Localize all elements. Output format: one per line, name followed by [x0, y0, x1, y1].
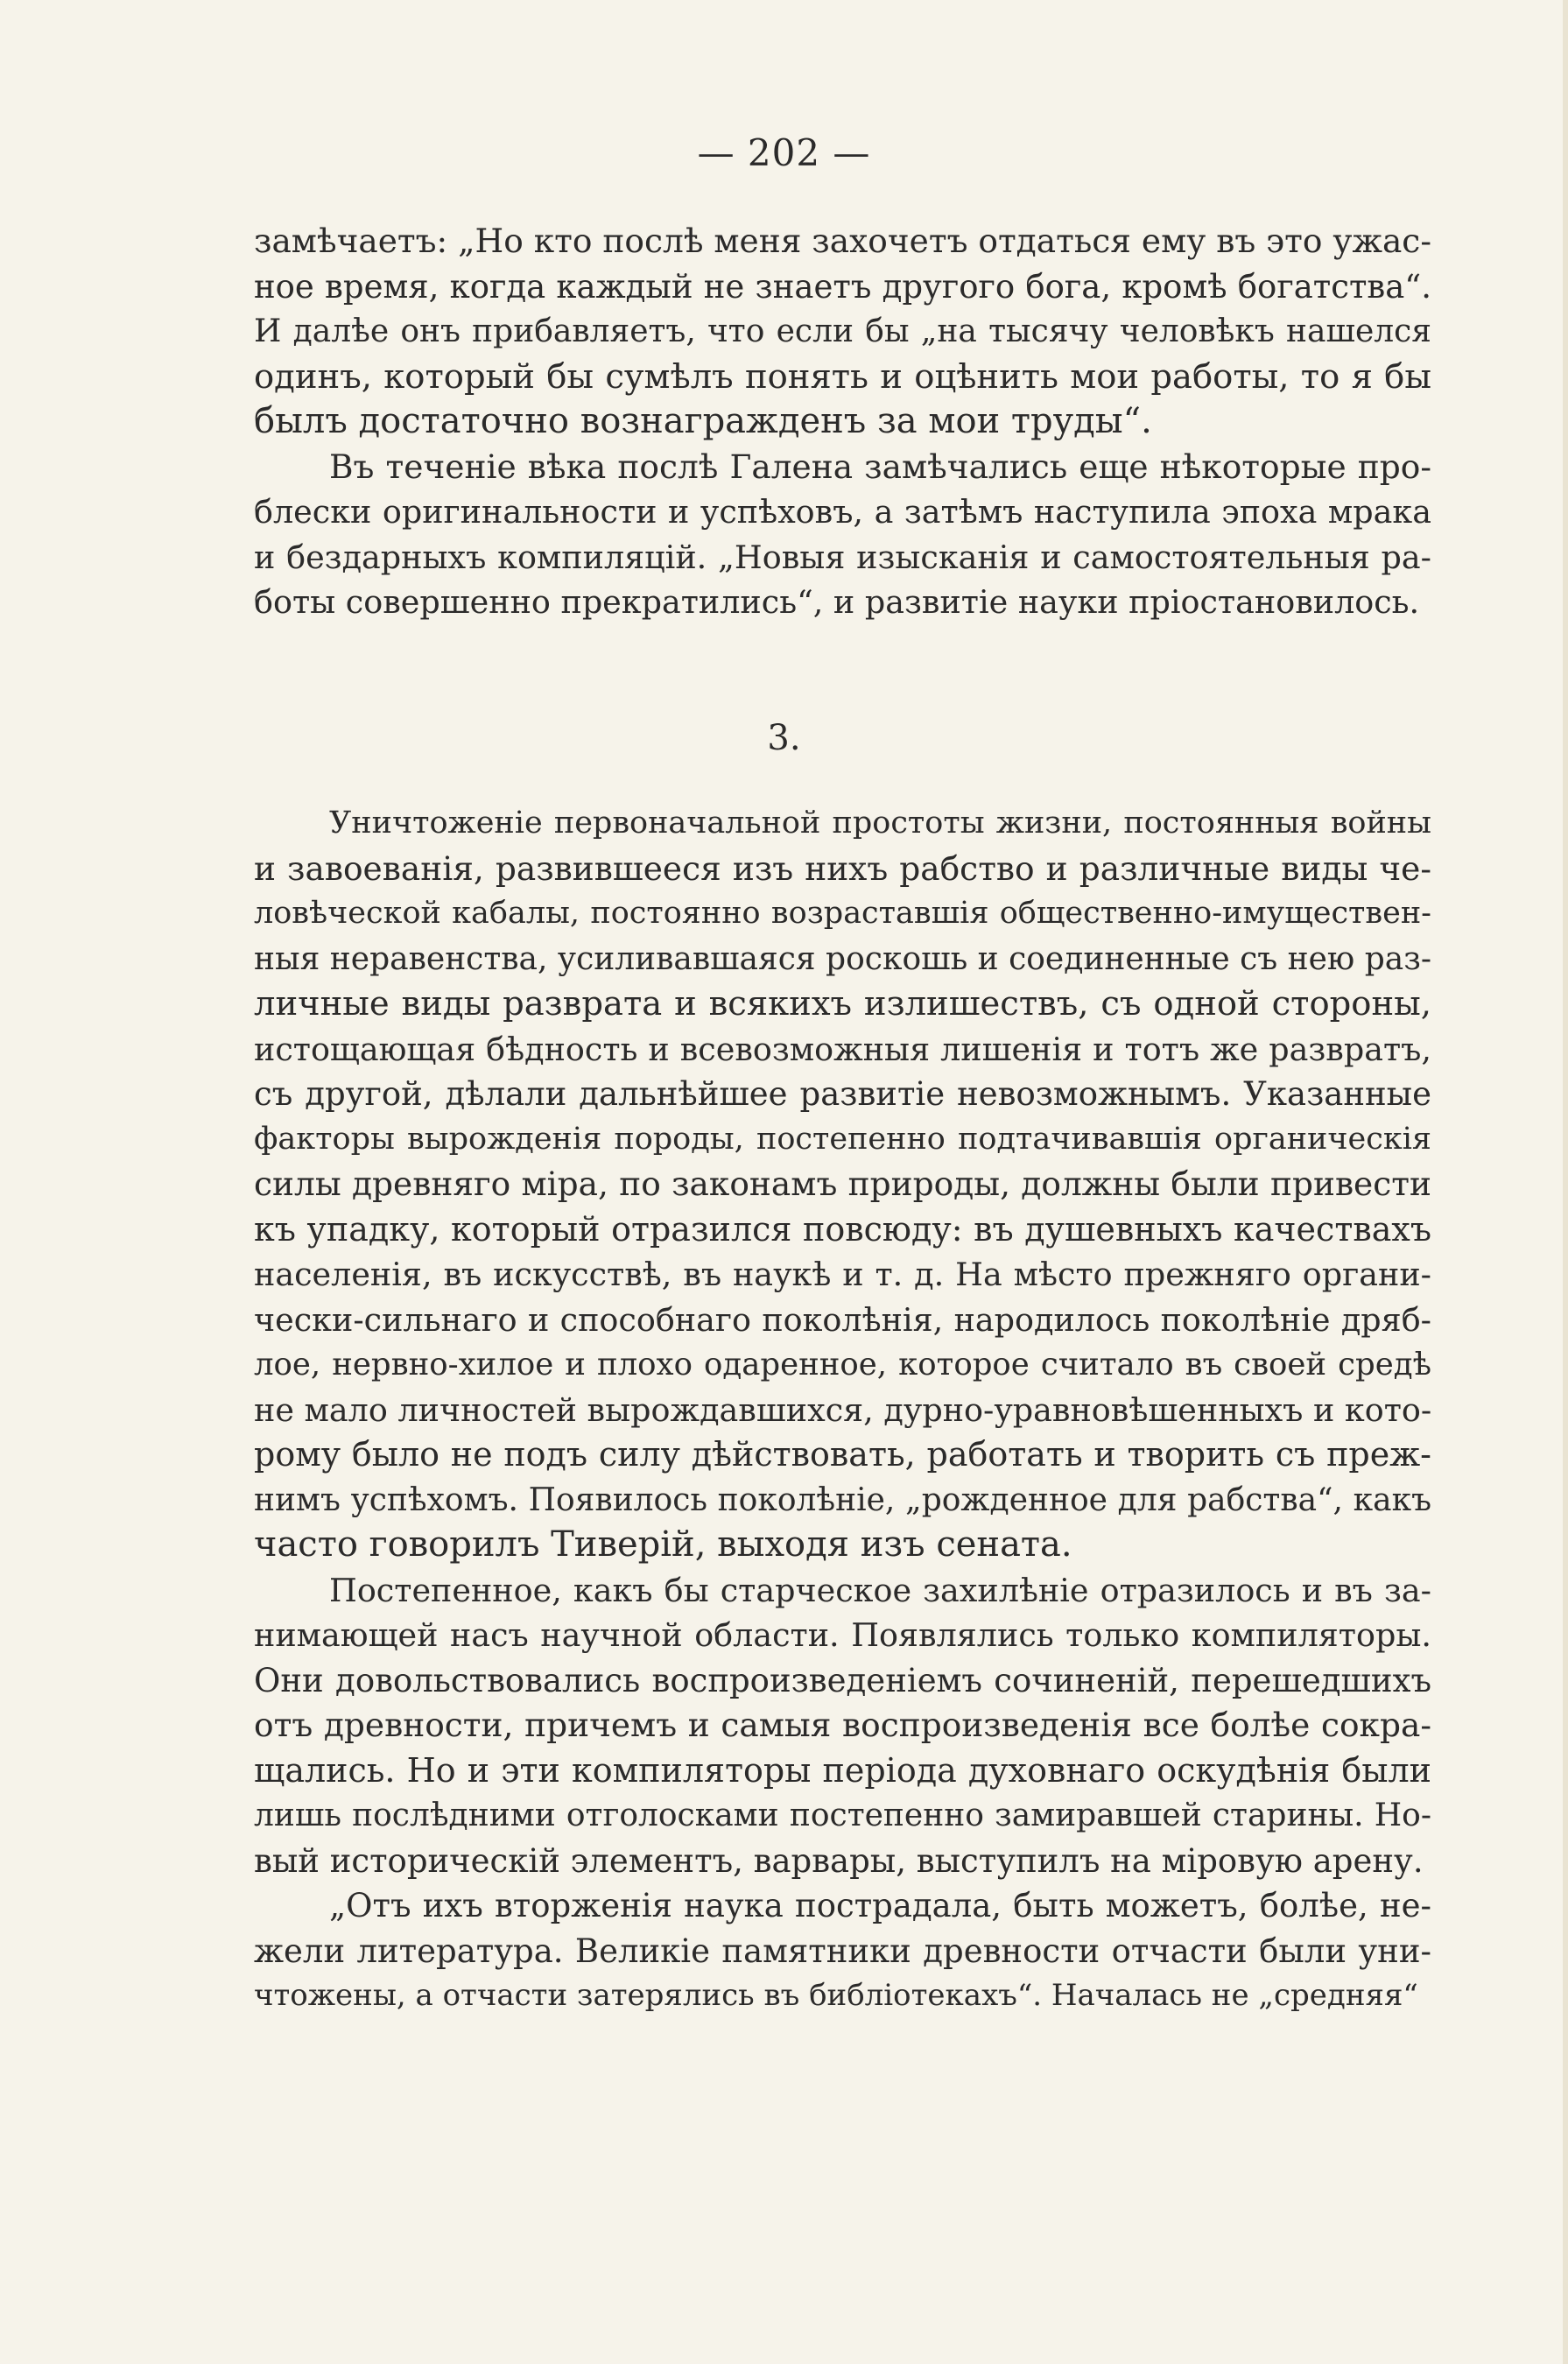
text-line: рому было не подъ силу дѣйствовать, работать и творить съ преж-: [254, 1435, 1431, 1474]
text-line: былъ достаточно вознагражденъ за мои труды“.: [254, 401, 1152, 441]
text-line: ныя неравенства, усиливавшаяся роскошь и соединенные съ нею раз-: [254, 940, 1431, 977]
text-line: ное время, когда каждый не знаетъ другого бога, кромѣ богатства“.: [254, 267, 1431, 306]
text-line: боты совершенно прекратились“, и развитіе науки пріостановилось.: [254, 583, 1420, 621]
text-block-lower: [254, 801, 1431, 2019]
paragraph: [254, 445, 1431, 625]
text-line: чтожены, а отчасти затерялись въ библіотекахъ“. Началась не „средняя“: [254, 1978, 1418, 2013]
text-line: одинъ, который бы сумѣлъ понять и оцѣнить мои работы, то я бы: [254, 356, 1431, 397]
text-line: вый историческій элементъ, варвары, выступилъ на міровую арену.: [254, 1841, 1424, 1880]
text-line: населенія, въ искусствѣ, въ наукѣ и т. д. На мѣсто прежняго органи-: [254, 1256, 1431, 1293]
text-line: лишь послѣдними отголосками постепенно замиравшей старины. Но-: [254, 1798, 1431, 1833]
text-line: Уничтоженіе первоначальной простоты жизни, постоянныя войны: [329, 806, 1431, 841]
text-line: личные виды разврата и всякихъ излишествъ, съ одной стороны,: [254, 984, 1431, 1024]
text-line: чески-сильнаго и способнаго поколѣнія, народилось поколѣніе дряб-: [254, 1300, 1431, 1339]
text-line: часто говорилъ Тиверій, выходя изъ сената.: [254, 1524, 1072, 1565]
text-line: и завоеванія, развившееся изъ нихъ рабство и различные виды че-: [254, 848, 1431, 888]
paragraph: [254, 219, 1431, 445]
text-line: ловѣческой кабалы, постоянно возраставшія общественно-имуществен-: [254, 896, 1431, 931]
text-line: И далѣе онъ прибавляетъ, что если бы „на тысячу человѣкъ нашелся: [254, 313, 1431, 349]
paragraph: [254, 1568, 1431, 1884]
text-line: щались. Но и эти компиляторы періода духовнаго оскудѣнія были: [254, 1750, 1431, 1790]
text-line: нимъ успѣхомъ. Появилось поколѣніе, „рожденное для рабства“, какъ: [254, 1481, 1431, 1518]
text-line: жели литература. Великіе памятники древности отчасти были уни-: [254, 1931, 1431, 1970]
text-line: къ упадку, который отразился повсюду: въ душевныхъ качествахъ: [254, 1209, 1431, 1249]
page-edge: [1563, 0, 1568, 2364]
text-line: отъ древности, причемъ и самыя воспроизведенія все болѣе сокра-: [254, 1706, 1431, 1744]
section-number: 3.: [767, 718, 801, 758]
text-line: факторы вырожденія породы, постепенно подтачивавшія органическія: [254, 1121, 1431, 1157]
text-line: нимающей насъ научной области. Появлялись только компиляторы.: [254, 1616, 1431, 1654]
text-line: блески оригинальности и успѣховъ, а затѣмъ наступила эпоха мрака: [254, 493, 1431, 531]
text-line: замѣчаетъ: „Но кто послѣ меня захочетъ отдаться ему въ это ужас-: [254, 222, 1431, 260]
text-line: Въ теченіе вѣка послѣ Галена замѣчались еще нѣкоторые про-: [329, 447, 1431, 486]
paragraph: [254, 801, 1431, 1568]
text-line: и бездарныхъ компиляцій. „Новыя изысканія и самостоятельныя ра-: [254, 538, 1431, 576]
text-line: истощающая бѣдность и всевозможныя лишенія и тотъ же развратъ,: [254, 1030, 1431, 1068]
paragraph: [254, 1883, 1431, 2019]
text-line: силы древняго міра, по законамъ природы, должны были привести: [254, 1164, 1431, 1203]
page-number: — 202 —: [697, 131, 871, 174]
text-line: „Отъ ихъ вторженія наука пострадала, быть можетъ, болѣе, не-: [329, 1887, 1431, 1924]
text-line: Они довольствовались воспроизведеніемъ сочиненій, перешедшихъ: [254, 1661, 1431, 1699]
text-line: съ другой, дѣлали дальнѣйшее развитіе невозможнымъ. Указанные: [254, 1075, 1431, 1113]
text-line: лое, нервно-хилое и плохо одаренное, которое считало въ своей средѣ: [254, 1347, 1431, 1383]
text-block-upper: [254, 219, 1431, 625]
text-line: Постепенное, какъ бы старческое захилѣніе отразилось и въ за-: [329, 1571, 1431, 1609]
text-line: не мало личностей вырождавшихся, дурно-уравновѣшенныхъ и кото-: [254, 1390, 1431, 1429]
